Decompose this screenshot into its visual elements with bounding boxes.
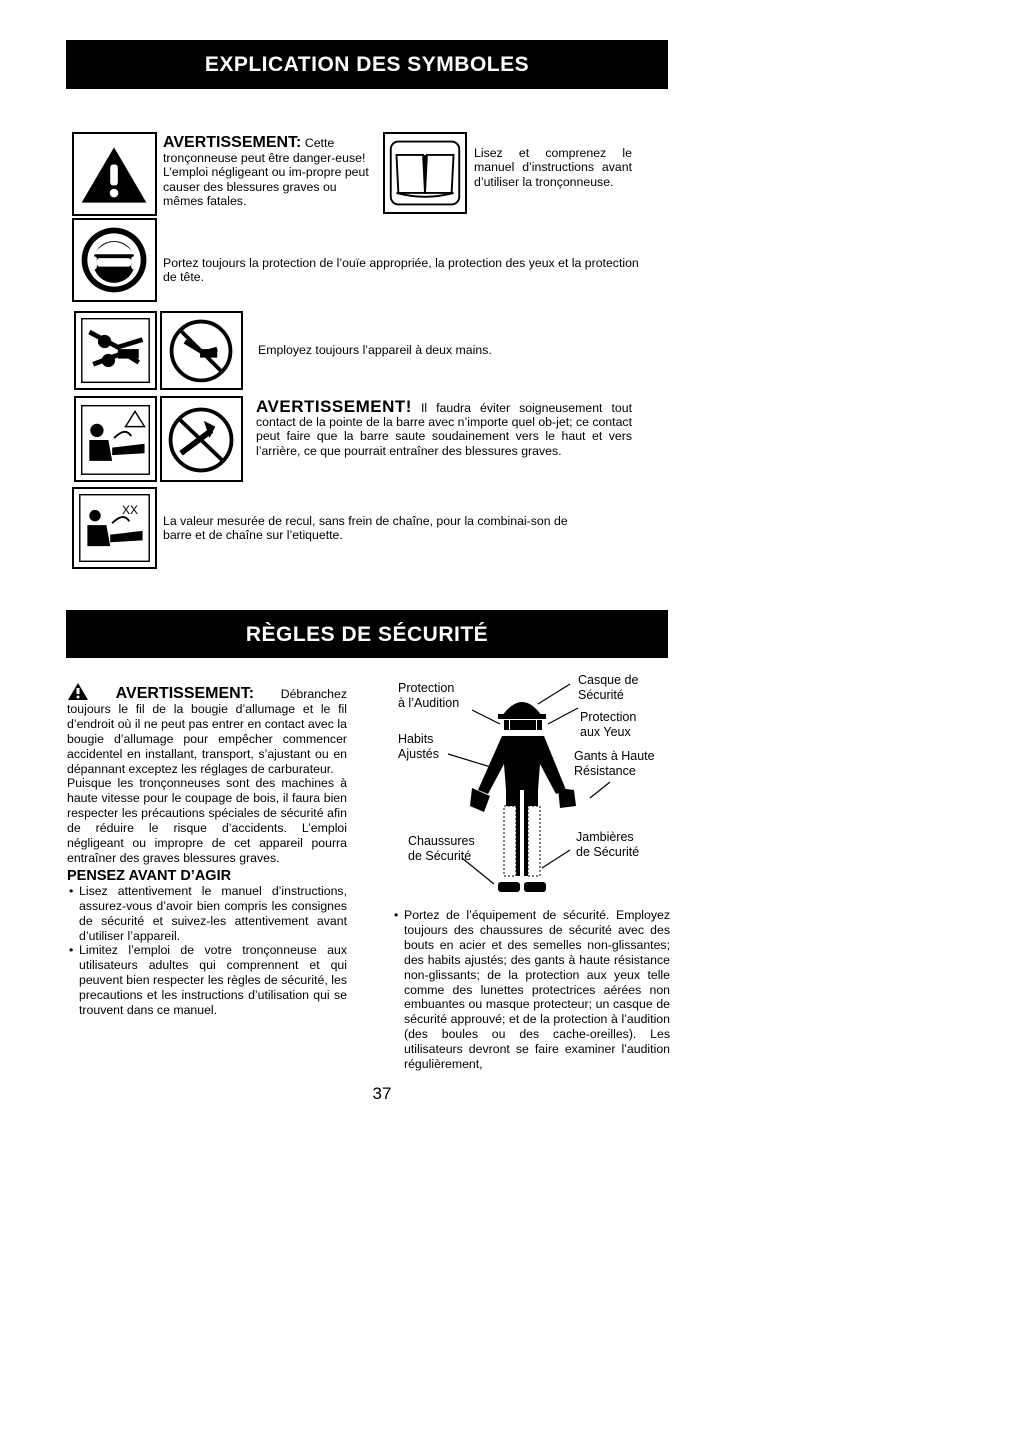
- label-line: aux Yeux: [580, 724, 631, 739]
- symbol-protection-text: [163, 256, 643, 285]
- list-item: • Limitez l’emploi de votre tronçonneuse aux utilisateurs adultes qui comprennent et qui peuvent bien respecter les règles de sécurité, les precautions et les instructions d’utilisation qui se trouvent dans ce manuel.: [67, 943, 347, 1018]
- kickback-warning-icon: [74, 396, 157, 482]
- label-line: Chaussures: [408, 834, 475, 848]
- equipment-list: [392, 908, 670, 1072]
- rules-left-column: [67, 682, 347, 1018]
- no-one-hand-icon: [160, 311, 243, 390]
- rules-warning-block: [67, 682, 347, 776]
- kickback-text: Il faudra éviter soigneusement tout contact de la pointe de la barre avec n’importe quel ob-jet; ce contact peut faire que la barre saute soudainement vers le haut et vers l’arrière, ce que pourrait entraîner des blessures graves.: [256, 401, 632, 458]
- label-shoes: [408, 834, 475, 863]
- no-tip-contact-icon: [160, 396, 243, 482]
- symbol-two-hands-text: [258, 343, 638, 357]
- symbols-banner: [66, 40, 668, 89]
- label-line: Gants à Haute: [574, 749, 655, 763]
- warning-triangle-icon: [72, 132, 157, 216]
- label-line: Résistance: [574, 763, 636, 778]
- two-hands-grip-icon: [74, 311, 157, 390]
- label-hearing: [398, 681, 459, 710]
- list-item: • Lisez attentivement le manuel d’instructions, assurez-vous d’avoir bien compris les consignes de sécurité et suivez-les attentivement avant d’utiliser l’appareil.: [67, 884, 347, 944]
- warning-heading: AVERTISSEMENT:: [163, 134, 302, 151]
- label-eyes: [580, 710, 636, 739]
- kickback-value-icon: [72, 487, 157, 569]
- symbol-kickback-text: [256, 397, 632, 458]
- warning-triangle-icon: [67, 682, 89, 701]
- kickback-value-text: La valeur mesurée de recul, sans frein de chaîne, pour la combinai-son de barre et de chaîne sur l’etiquette.: [163, 514, 568, 543]
- label-line: Protection: [398, 681, 455, 695]
- think-list: [67, 884, 347, 1018]
- operator-gear-figure: [390, 672, 675, 902]
- label-helmet: [578, 673, 638, 702]
- label-line: Habits: [398, 732, 434, 746]
- rules-banner: [66, 610, 668, 658]
- symbols-title: EXPLICATION DES SYMBOLES: [204, 53, 530, 76]
- kickback-heading: AVERTISSEMENT!: [256, 397, 412, 416]
- rules-warning-p2: Puisque les tronçonneuses sont des machines à haute vitesse pour le coupage de bois, il faura bien respecter les précautions spéciales de sécurité afin de réduire le risque d’accidents. L’emploi négligeant ou impropre de cet appareil pourra entraîner des graves blessures graves.: [67, 776, 347, 865]
- manual-book-icon: [383, 132, 467, 214]
- page-number: 37: [372, 1084, 392, 1103]
- kickback-value-label: XX: [122, 503, 139, 517]
- rules-title: RÈGLES DE SÉCURITÉ: [245, 623, 489, 646]
- label-line: à l’Audition: [398, 695, 460, 710]
- two-hands-text: Employez toujours l’appareil à deux mains.: [258, 343, 492, 357]
- list-item: • Portez de l’équipement de sécurité. Employez toujours des chaussures de sécurité avec des bouts en acier et des semelles non-glissantes; des habits ajustés; des gants à haute résistance non-glissants; de la protection aux yeux telle comme des lunettes protectrices aérées non embuantes ou masque protecteur; un casque de sécurité approuvé; et de la protection à l’audition (des boules ou des cache-oreilles). Les utilisateurs devront se faire examiner l’audition régulièrement,: [392, 908, 670, 1072]
- protection-text: Portez toujours la protection de l’ouïe appropriée, la protection des yeux et la protection de tête.: [163, 256, 639, 285]
- symbol-kickback-value-text: [163, 514, 593, 543]
- label-line: Ajustés: [398, 746, 439, 761]
- manual-text: Lisez et comprenez le manuel d’instructions avant d’utiliser la tronçonneuse.: [474, 146, 632, 189]
- rules-right-column: [392, 908, 670, 1072]
- label-line: de Sécurité: [576, 844, 640, 859]
- label-gloves: [574, 749, 655, 778]
- rules-warning-p1: Débranchez toujours le fil de la bougie d’allumage et le fil d’endroit où il ne peut pas entrer en contact avec la bougie d’allumage pour empêcher commencer accidentel en installant, transport, s’ajustant ou en dépannant exceptez les réglages de carburateur.: [67, 687, 348, 776]
- label-leggings: [576, 830, 639, 859]
- rules-warning-heading: AVERTISSEMENT:: [115, 685, 255, 702]
- label-line: Sécurité: [578, 687, 624, 702]
- head-protection-icon: [72, 218, 157, 302]
- label-line: Casque de: [578, 673, 639, 687]
- symbol-warning-text: [163, 136, 375, 209]
- warning-body: Cette tronçonneuse peut être danger-euse! L’emploi négligeant ou im-propre peut causer des blessures graves ou mêmes fatales.: [163, 136, 369, 209]
- label-line: de Sécurité: [408, 848, 472, 863]
- label-line: Protection: [580, 710, 637, 724]
- label-line: Jambières: [576, 830, 634, 844]
- symbol-manual-text: [474, 146, 632, 189]
- label-clothes: [398, 732, 439, 761]
- think-heading: PENSEZ AVANT D’AGIR: [67, 867, 232, 884]
